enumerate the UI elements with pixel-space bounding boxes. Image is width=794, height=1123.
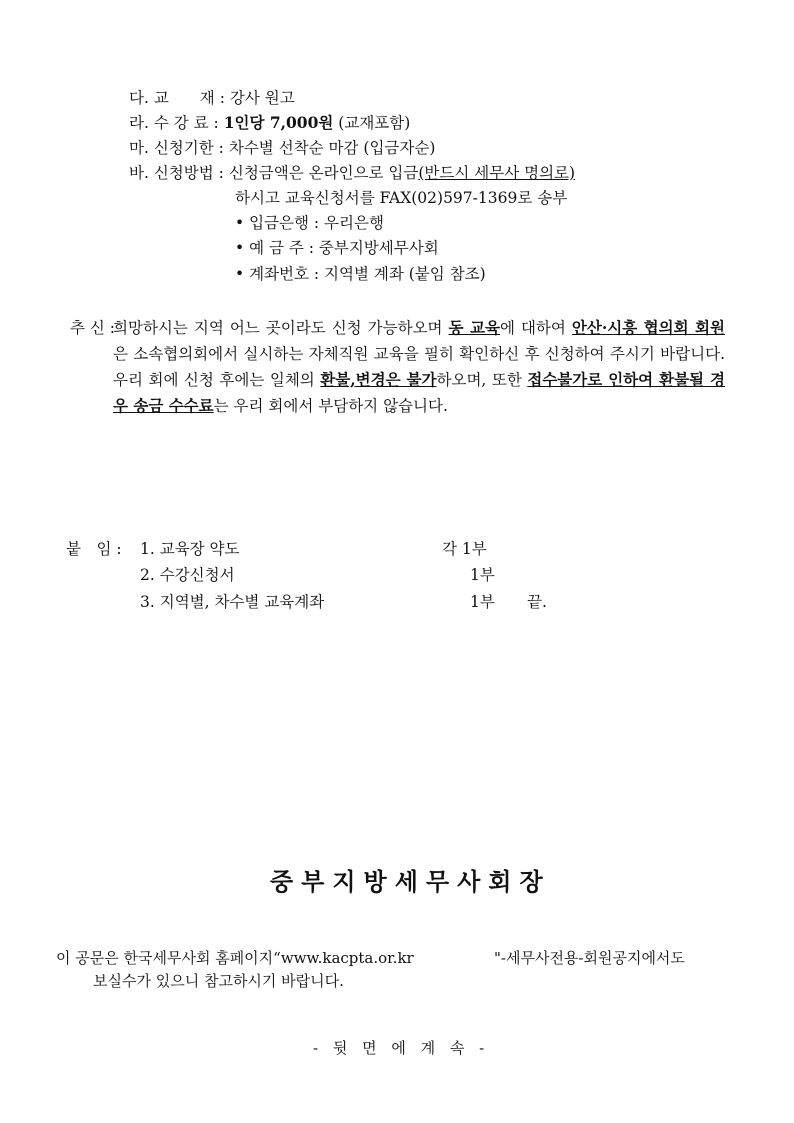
item-label: 다. 교 재 (129, 89, 215, 107)
footer-note-line2: 보실수가 있으니 참고하시기 바랍니다. (93, 972, 344, 990)
attachment-name: 3. 지역별, 차수별 교육계좌 (140, 593, 325, 611)
item-value: 차수별 선착순 마감 (입금자순) (228, 139, 436, 157)
postscript-body: 희망하시는 지역 어느 곳이라도 신청 가능하오며 동 교육에 대하여 안산·시흥 협의회 회원은 소속협의회에서 실시하는 자체직원 교육을 필히 확인하신 후 신청하여 주시기 바랍니다. 우리 회에 신청 후에는 일체의 환불,변경은 불가하오며, 또한 접수불가로 인하여 환불될 경우 송금 수수료는 우리 회에서 부담하지 않습니다. (113, 318, 725, 415)
item-label: 마. 신청기한 (129, 139, 214, 157)
attachments-label: 붙 임 : (66, 540, 122, 558)
bank-line: • 입금은행 : 우리은행 (235, 214, 384, 232)
postscript-label: 추 신 : (70, 319, 116, 337)
item-value: 강사 원고 (229, 89, 295, 107)
emphasis-text: 동 교육 (448, 318, 500, 337)
issuer-signature: 중부지방세무사회장 (270, 867, 551, 896)
attachment-name: 2. 수강신청서 (140, 566, 235, 584)
postscript (70, 315, 725, 419)
emphasis-text: 접수불가로 인하여 환불될 경우 송금 수수료 (113, 370, 725, 415)
fee-amount: 1인당 7,000원 (223, 113, 334, 132)
method-underlined: (반드시 세무사 명의로) (418, 164, 576, 182)
item-value: 신청금액은 온라인으로 입금 (228, 164, 419, 182)
footer-note: 이 공문은 한국세무사회 홈페이지“www.kacpta.or.kr (56, 949, 414, 967)
item-method: 바. 신청방법 : 신청금액은 온라인으로 입금(반드시 세무사 명의로) (129, 164, 576, 182)
continued-mark: - 뒷 면 에 계 속 - (313, 1039, 490, 1057)
item-label: 바. 신청방법 (129, 164, 214, 182)
item-textbook: 다. 교 재 : 강사 원고 (129, 89, 295, 107)
attachment-qty: 1부 (470, 566, 495, 584)
item-label: 라. 수 강 료 (129, 114, 209, 132)
end-mark: 끝. (527, 593, 547, 611)
item-fee: 라. 수 강 료 : 1인당 7,000원 (교재포함) (129, 113, 411, 132)
fee-note: (교재포함) (338, 114, 411, 132)
emphasis-text: 안산·시흥 협의회 회원 (571, 318, 725, 337)
attachment-qty: 각 1부 (442, 540, 487, 558)
attachment-name: 1. 교육장 약도 (140, 540, 240, 558)
depositor-line: • 예 금 주 : 중부지방세무사회 (235, 239, 439, 257)
emphasis-text: 환불,변경은 불가 (320, 370, 437, 389)
attachment-qty: 1부 (470, 593, 495, 611)
item-deadline: 마. 신청기한 : 차수별 선착순 마감 (입금자순) (129, 139, 436, 157)
footer-note-tail: "-세무사전용-회원공지에서도 (494, 949, 685, 967)
method-continued: 하시고 교육신청서를 FAX(02)597-1369로 송부 (235, 189, 568, 207)
homepage-link[interactable]: www.kacpta.or.kr (280, 949, 414, 967)
account-line: • 계좌번호 : 지역별 계좌 (붙임 참조) (235, 265, 486, 283)
